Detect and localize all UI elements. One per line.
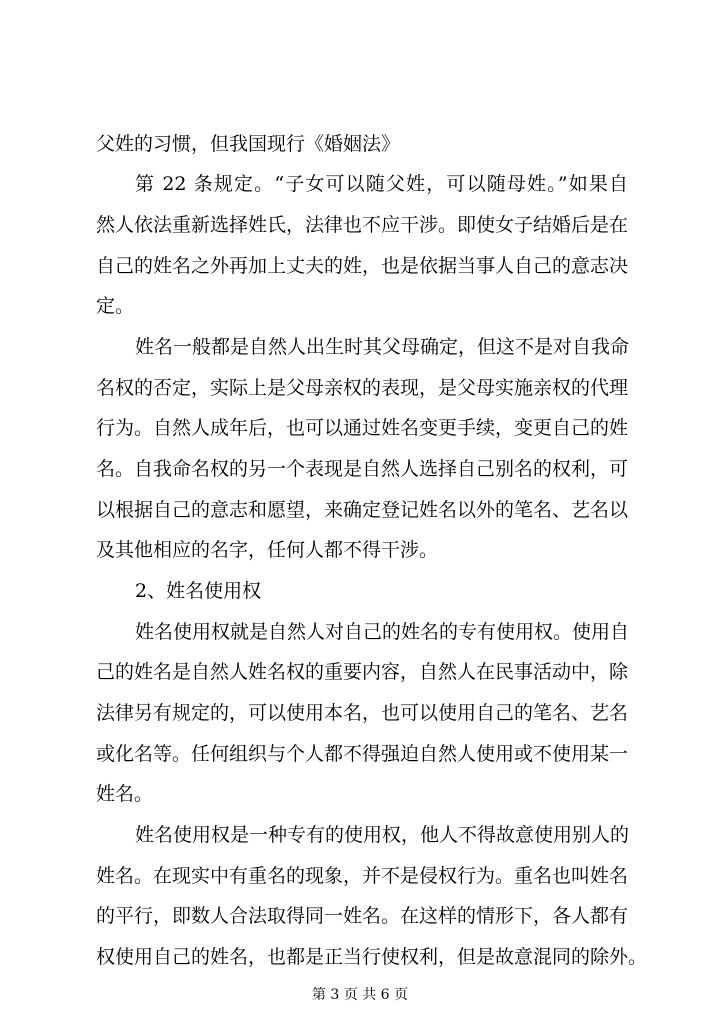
section-heading: 2、姓名使用权: [135, 580, 262, 602]
text-line: 姓名一般都是自然人出生时其父母确定，但这不是对自我命: [135, 336, 630, 358]
text-line: 姓名。: [96, 783, 154, 805]
text-line: 权使用自己的姓名，也都是正当行使权利，但是故意混同的除外。: [96, 946, 648, 968]
text-line: 自己的姓名之外再加上丈夫的姓，也是依据当事人自己的意志决: [96, 255, 629, 277]
text-line: 或化名等。任何组织与个人都不得强迫自然人使用或不使用某一: [96, 743, 629, 765]
text-line: 的平行，即数人合法取得同一姓名。在这样的情形下，各人都有: [96, 905, 629, 927]
text-line: 己的姓名是自然人姓名权的重要内容，自然人在民事活动中，除: [96, 661, 629, 683]
text-line: 名权的否定，实际上是父母亲权的表现，是父母实施亲权的代理: [96, 377, 629, 399]
text-line: 姓名使用权是一种专有的使用权，他人不得故意使用别人的: [135, 824, 630, 846]
text-line: 姓名使用权就是自然人对自己的姓名的专有使用权。使用自: [135, 621, 630, 643]
text-line: 以根据自己的意志和愿望，来确定登记姓名以外的笔名、艺名以: [96, 499, 629, 521]
text-line: 行为。自然人成年后，也可以通过姓名变更手续，变更自己的姓: [96, 417, 629, 439]
text-line: 定。: [96, 295, 135, 317]
text-line: 第 22 条规定。“子女可以随父姓，可以随母姓。”如果自: [135, 173, 628, 195]
text-line: 名。自我命名权的另一个表现是自然人选择自己别名的权利，可: [96, 458, 629, 480]
text-line: 法律另有规定的，可以使用本名，也可以使用自己的笔名、艺名: [96, 702, 629, 724]
text-line: 姓名。在现实中有重名的现象，并不是侵权行为。重名也叫姓名: [96, 865, 629, 887]
text-line: 及其他相应的名字，任何人都不得干涉。: [96, 539, 439, 561]
page-number: 第 3 页 共 6 页: [311, 987, 409, 1003]
text-line: 然人依法重新选择姓氏，法律也不应干涉。即使女子结婚后是在: [96, 214, 629, 236]
text-line: 父姓的习惯，但我国现行《婚姻法》: [96, 133, 401, 155]
